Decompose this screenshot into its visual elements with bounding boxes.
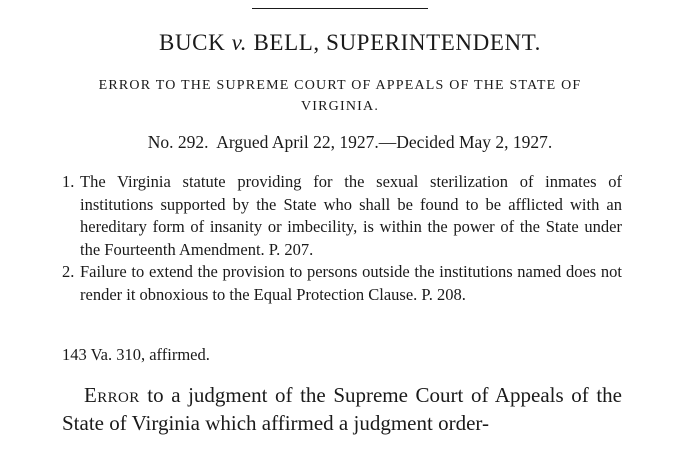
opening-lead-word: Error xyxy=(84,383,140,407)
top-rule xyxy=(252,8,428,9)
case-title-right-party: BELL, SUPERINTENDENT. xyxy=(253,30,541,55)
citation: 143 Va. 310, affirmed. xyxy=(62,345,210,364)
case-title xyxy=(0,30,700,56)
syllabus-list xyxy=(62,171,622,306)
opening-paragraph xyxy=(62,381,622,437)
error-heading: ERROR TO THE SUPREME COURT OF APPEALS OF THE STATE OF VIRGINIA. xyxy=(98,78,582,114)
opening-text: to a judgment of the Supreme Court of Appeals of the State of Virginia which affirmed a judgment order- xyxy=(62,383,622,435)
docket-line: No. 292. Argued April 22, 1927.—Decided May 2, 1927. xyxy=(147,132,553,152)
syllabus-item-number: 1. xyxy=(62,172,75,191)
case-title-left-party: BUCK xyxy=(159,30,226,55)
syllabus-item-text: Failure to extend the provision to persons outside the institutions named does not render it obnoxious to the Equal Protection Clause. P. 208. xyxy=(80,262,622,304)
syllabus-item xyxy=(62,261,622,306)
syllabus-item-number: 2. xyxy=(62,262,75,281)
syllabus-item-text: The Virginia statute providing for the sexual sterilization of inmates of institutions supported by the State who shall be found to be afflicted with an hereditary form of insanity or imbecility, is within the power of the State under the Fourteenth Amendment. P. 207. xyxy=(80,172,622,259)
case-title-versus: v. xyxy=(231,30,248,55)
syllabus-item xyxy=(62,171,622,261)
